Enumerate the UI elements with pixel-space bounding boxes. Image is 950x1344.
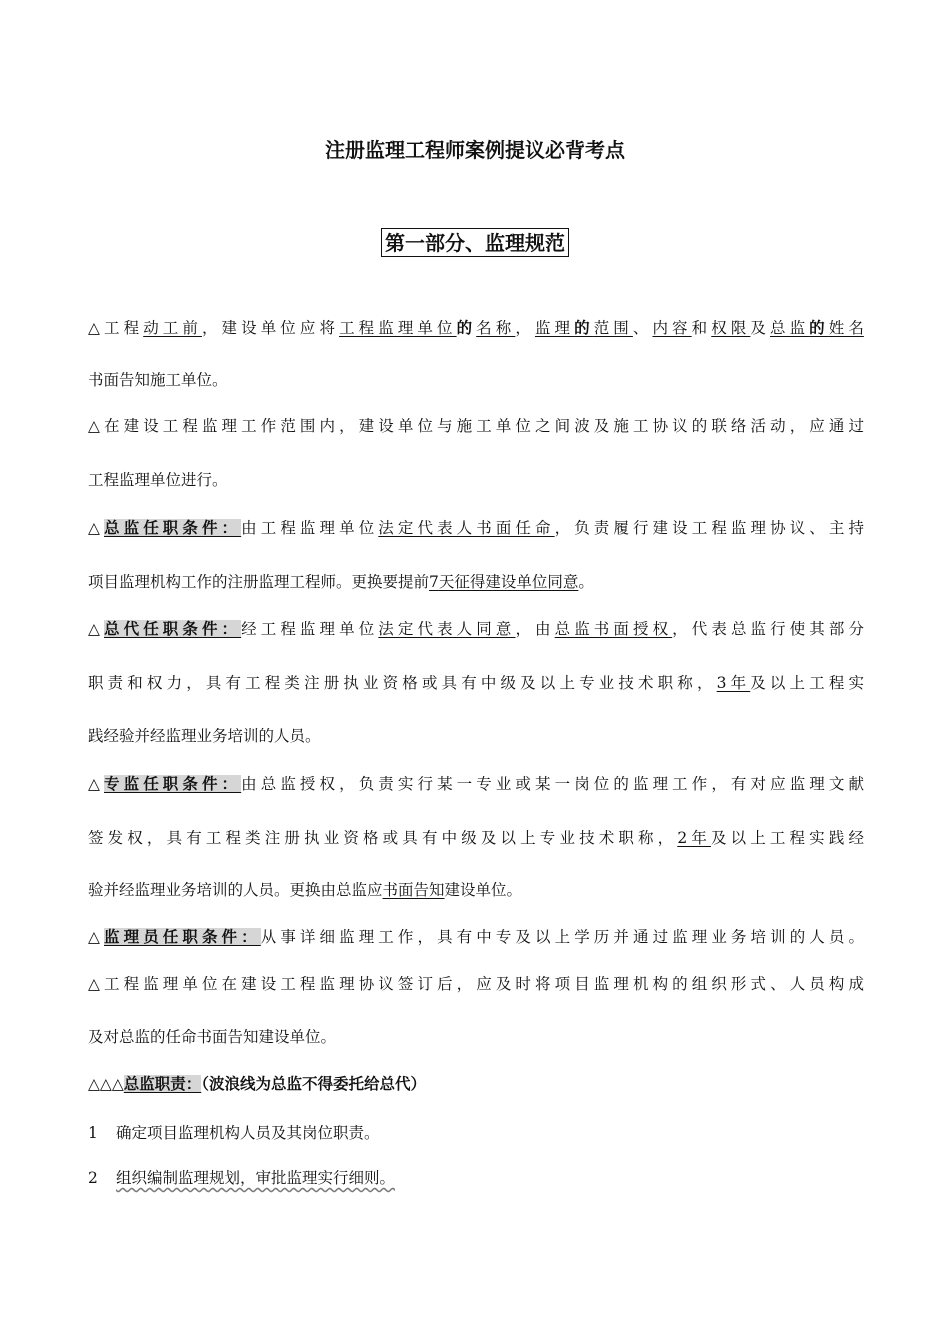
paragraph-5-line-3: 验并经监理业务培训的人员。更换由总监应书面告知建设单位。 <box>88 881 523 899</box>
paragraph-4-line-3: 践经验并经监理业务培训的人员。 <box>88 727 321 745</box>
section-heading: 第一部分、监理规范 <box>381 228 569 257</box>
section-heading-box <box>0 228 950 257</box>
paragraph-3-line-1: △总监任职条件：由工程监理单位法定代表人书面任命，负责履行建设工程监理协议、主持 <box>88 519 864 537</box>
document-title: 注册监理工程师案例提议必背考点 <box>325 138 625 162</box>
paragraph-4-line-2: 职责和权力，具有工程类注册执业资格或具有中级及以上专业技术职称，3年及以上工程实 <box>88 674 864 692</box>
paragraph-5-line-1: △专监任职条件：由总监授权，负责实行某一专业或某一岗位的监理工作，有对应监理文献 <box>88 775 864 793</box>
highlight-label: 专监任职条件： <box>104 775 242 793</box>
paragraph-7-line-1: △工程监理单位在建设工程监理协议签订后，应及时将项目监理机构的组织形式、人员构成 <box>88 975 864 993</box>
list-item: 2 组织编制监理规划，审批监理实行细则。 <box>88 1169 396 1187</box>
list-item: 1 确定项目监理机构人员及其岗位职责。 <box>88 1124 380 1142</box>
highlight-label: 监理员任职条件： <box>104 928 261 946</box>
wavy-underlined-text: 组织编制监理规划，审批监理实行细则。 <box>116 1169 396 1187</box>
paragraph-1-line-1: △工程动工前，建设单位应将工程监理单位的名称，监理的范围、内容和权限及总监的姓名 <box>88 319 864 337</box>
highlight-label: 总代任职条件： <box>104 620 242 638</box>
paragraph-5-line-2: 签发权，具有工程类注册执业资格或具有中级及以上专业技术职称，2年及以上工程实践经 <box>88 829 864 847</box>
paragraph-4-line-1: △总代任职条件：经工程监理单位法定代表人同意，由总监书面授权，代表总监行使其部分 <box>88 620 864 638</box>
paragraph-8-heading: △△△总监职责：（波浪线为总监不得委托给总代） <box>88 1075 427 1093</box>
paragraph-6-line-1: △监理员任职条件：从事详细监理工作，具有中专及以上学历并通过监理业务培训的人员。 <box>88 928 864 946</box>
paragraph-2-line-1: △在建设工程监理工作范围内，建设单位与施工单位之间波及施工协议的联络活动，应通过 <box>88 417 864 435</box>
paragraph-2-line-2: 工程监理单位进行。 <box>88 471 228 489</box>
highlight-label: 总监任职条件： <box>104 519 242 537</box>
paragraph-3-line-2: 项目监理机构工作的注册监理工程师。更换要提前7天征得建设单位同意。 <box>88 573 594 591</box>
paragraph-7-line-2: 及对总监的任命书面告知建设单位。 <box>88 1028 337 1046</box>
paragraph-1-line-2: 书面告知施工单位。 <box>88 371 228 389</box>
highlight-label: 总监职责： <box>123 1075 202 1093</box>
